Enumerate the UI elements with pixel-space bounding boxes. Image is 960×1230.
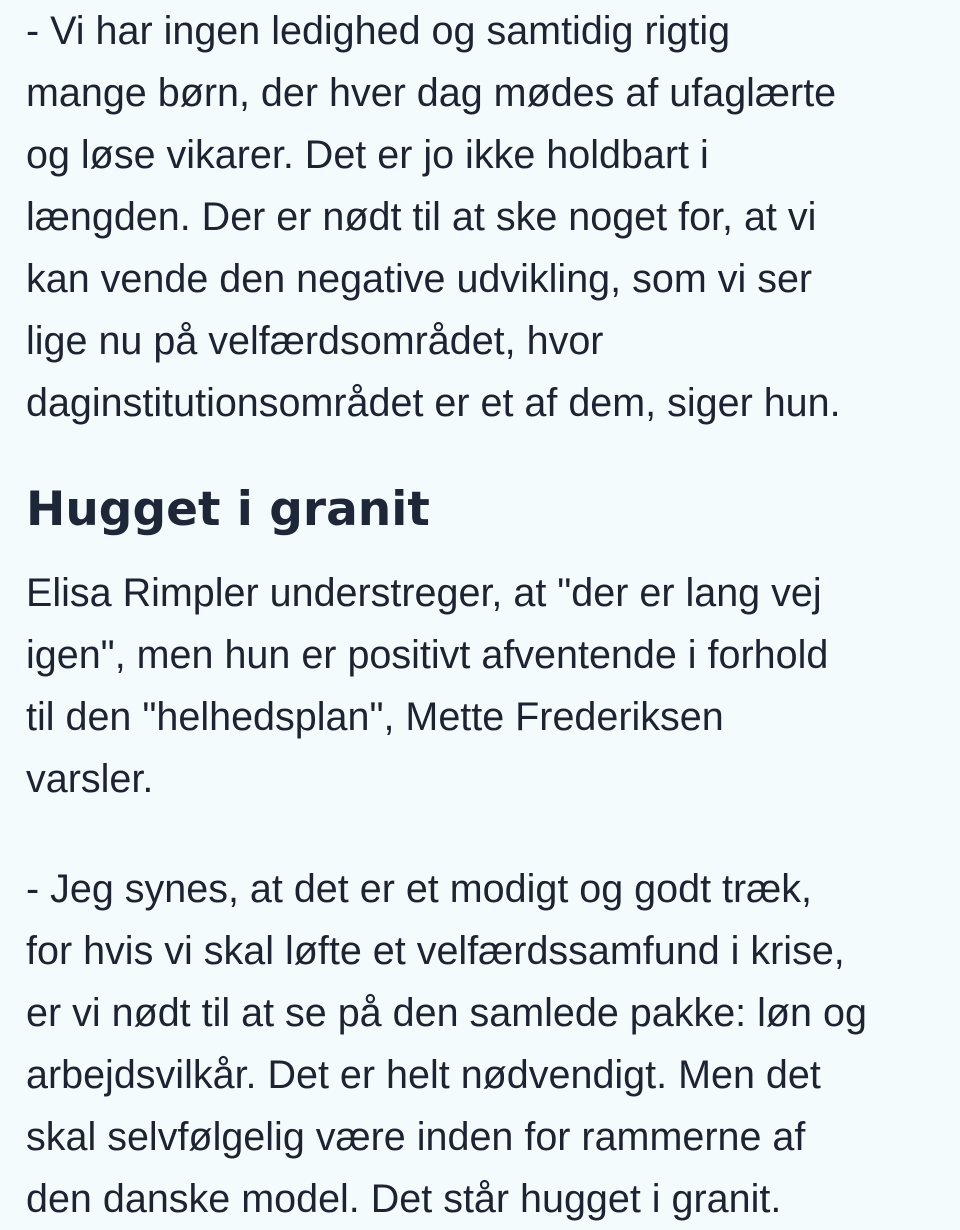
- section-heading: Hugget i granit: [26, 482, 430, 537]
- article-paragraph: - Vi har ingen ledighed og samtidig rigtig mange børn, der hver dag mødes af ufaglærte og løse vikarer. Det er jo ikke holdbart i længden. Der er nødt til at ske noget for, at vi kan vende den negative udvikling, som vi ser lige nu på velfærdsområdet, hvor daginstitutionsområdet er et af dem, siger hun.: [26, 9, 841, 425]
- article-paragraph: - Jeg synes, at det er et modigt og godt træk, for hvis vi skal løfte et velfærdssamfund i krise, er vi nødt til at se på den samlede pakke: løn og arbejdsvilkår. Det er helt nødvendigt. Men det skal selvfølgelig være inden for rammerne af den danske model. Det står hugget i granit.: [26, 867, 867, 1221]
- article-paragraph: Elisa Rimpler understreger, at "der er lang vej igen", men hun er positivt afventende i forhold til den "helhedsplan", Mette Frederiksen varsler.: [26, 571, 829, 801]
